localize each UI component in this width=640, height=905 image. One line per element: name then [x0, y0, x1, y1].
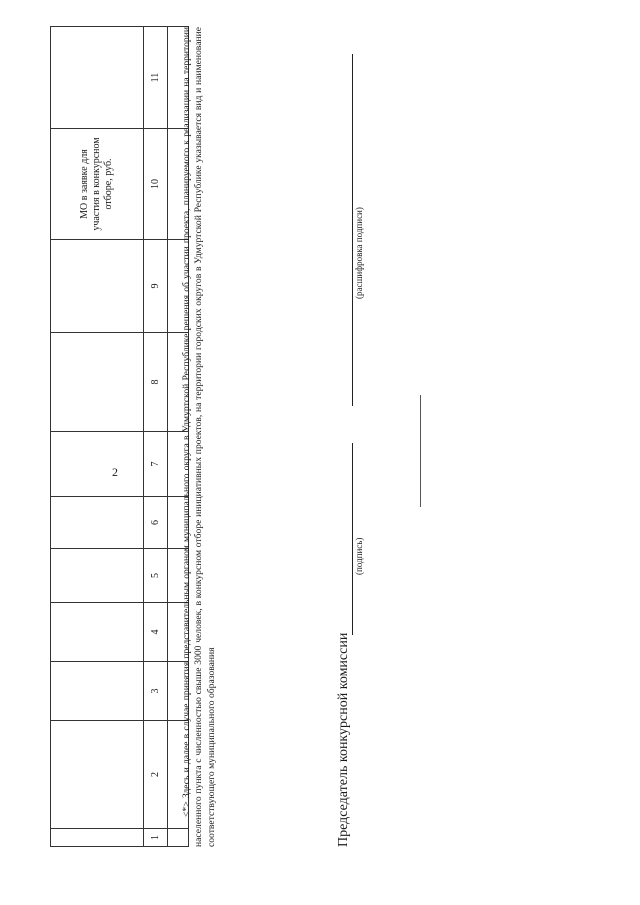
header-cell-9 [51, 240, 144, 333]
header-cell-8 [51, 333, 144, 432]
column-number: 1 [144, 829, 168, 847]
name-decoding-caption: (расшифровка подписи) [354, 207, 364, 299]
table-header-row [51, 27, 144, 847]
header-cell-3 [51, 662, 144, 721]
column-number: 10 [144, 129, 168, 240]
column-number: 9 [144, 240, 168, 333]
column-number: 3 [144, 662, 168, 721]
chairman-label: Председатель конкурсной комиссии [336, 632, 351, 847]
column-number-row [144, 27, 168, 847]
header-cell-6 [51, 497, 144, 549]
header-cell-1 [51, 829, 144, 847]
header-cell-5 [51, 549, 144, 603]
signature-line [352, 443, 353, 635]
header-cell-10 [51, 129, 144, 240]
column-number: 11 [144, 27, 168, 129]
separator-line [420, 395, 421, 507]
header-cell-2 [51, 721, 144, 829]
name-decoding-line [352, 54, 353, 406]
header-cell-11 [51, 27, 144, 129]
footnote-text: <*> Здесь и далее в случае принятия представительным органом муниципального округа в Удмуртской Республике решения об участии проекта, планируемого к реализации на территории населенного пункта с численностью свыше 3000 человек, в конкурсном отборе инициативных проектов, на территории городских округов в Удмуртской Республике указывается вид и наименование соответствующего муниципального образования [181, 27, 217, 847]
column-number: 7 [144, 432, 168, 497]
column-number: 6 [144, 497, 168, 549]
signature-caption: (подпись) [354, 537, 364, 575]
column-number: 4 [144, 603, 168, 662]
column-number: 5 [144, 549, 168, 603]
column-number: 8 [144, 333, 168, 432]
column-number: 2 [144, 721, 168, 829]
header-cell-4 [51, 603, 144, 662]
signature-block [330, 27, 390, 847]
header-mo-application-amount: МО в заявке для участия в конкурсном отборе, руб. [79, 137, 114, 231]
header-cell-7 [51, 432, 144, 497]
projects-table [50, 26, 189, 847]
page-number: 2 [112, 465, 118, 479]
